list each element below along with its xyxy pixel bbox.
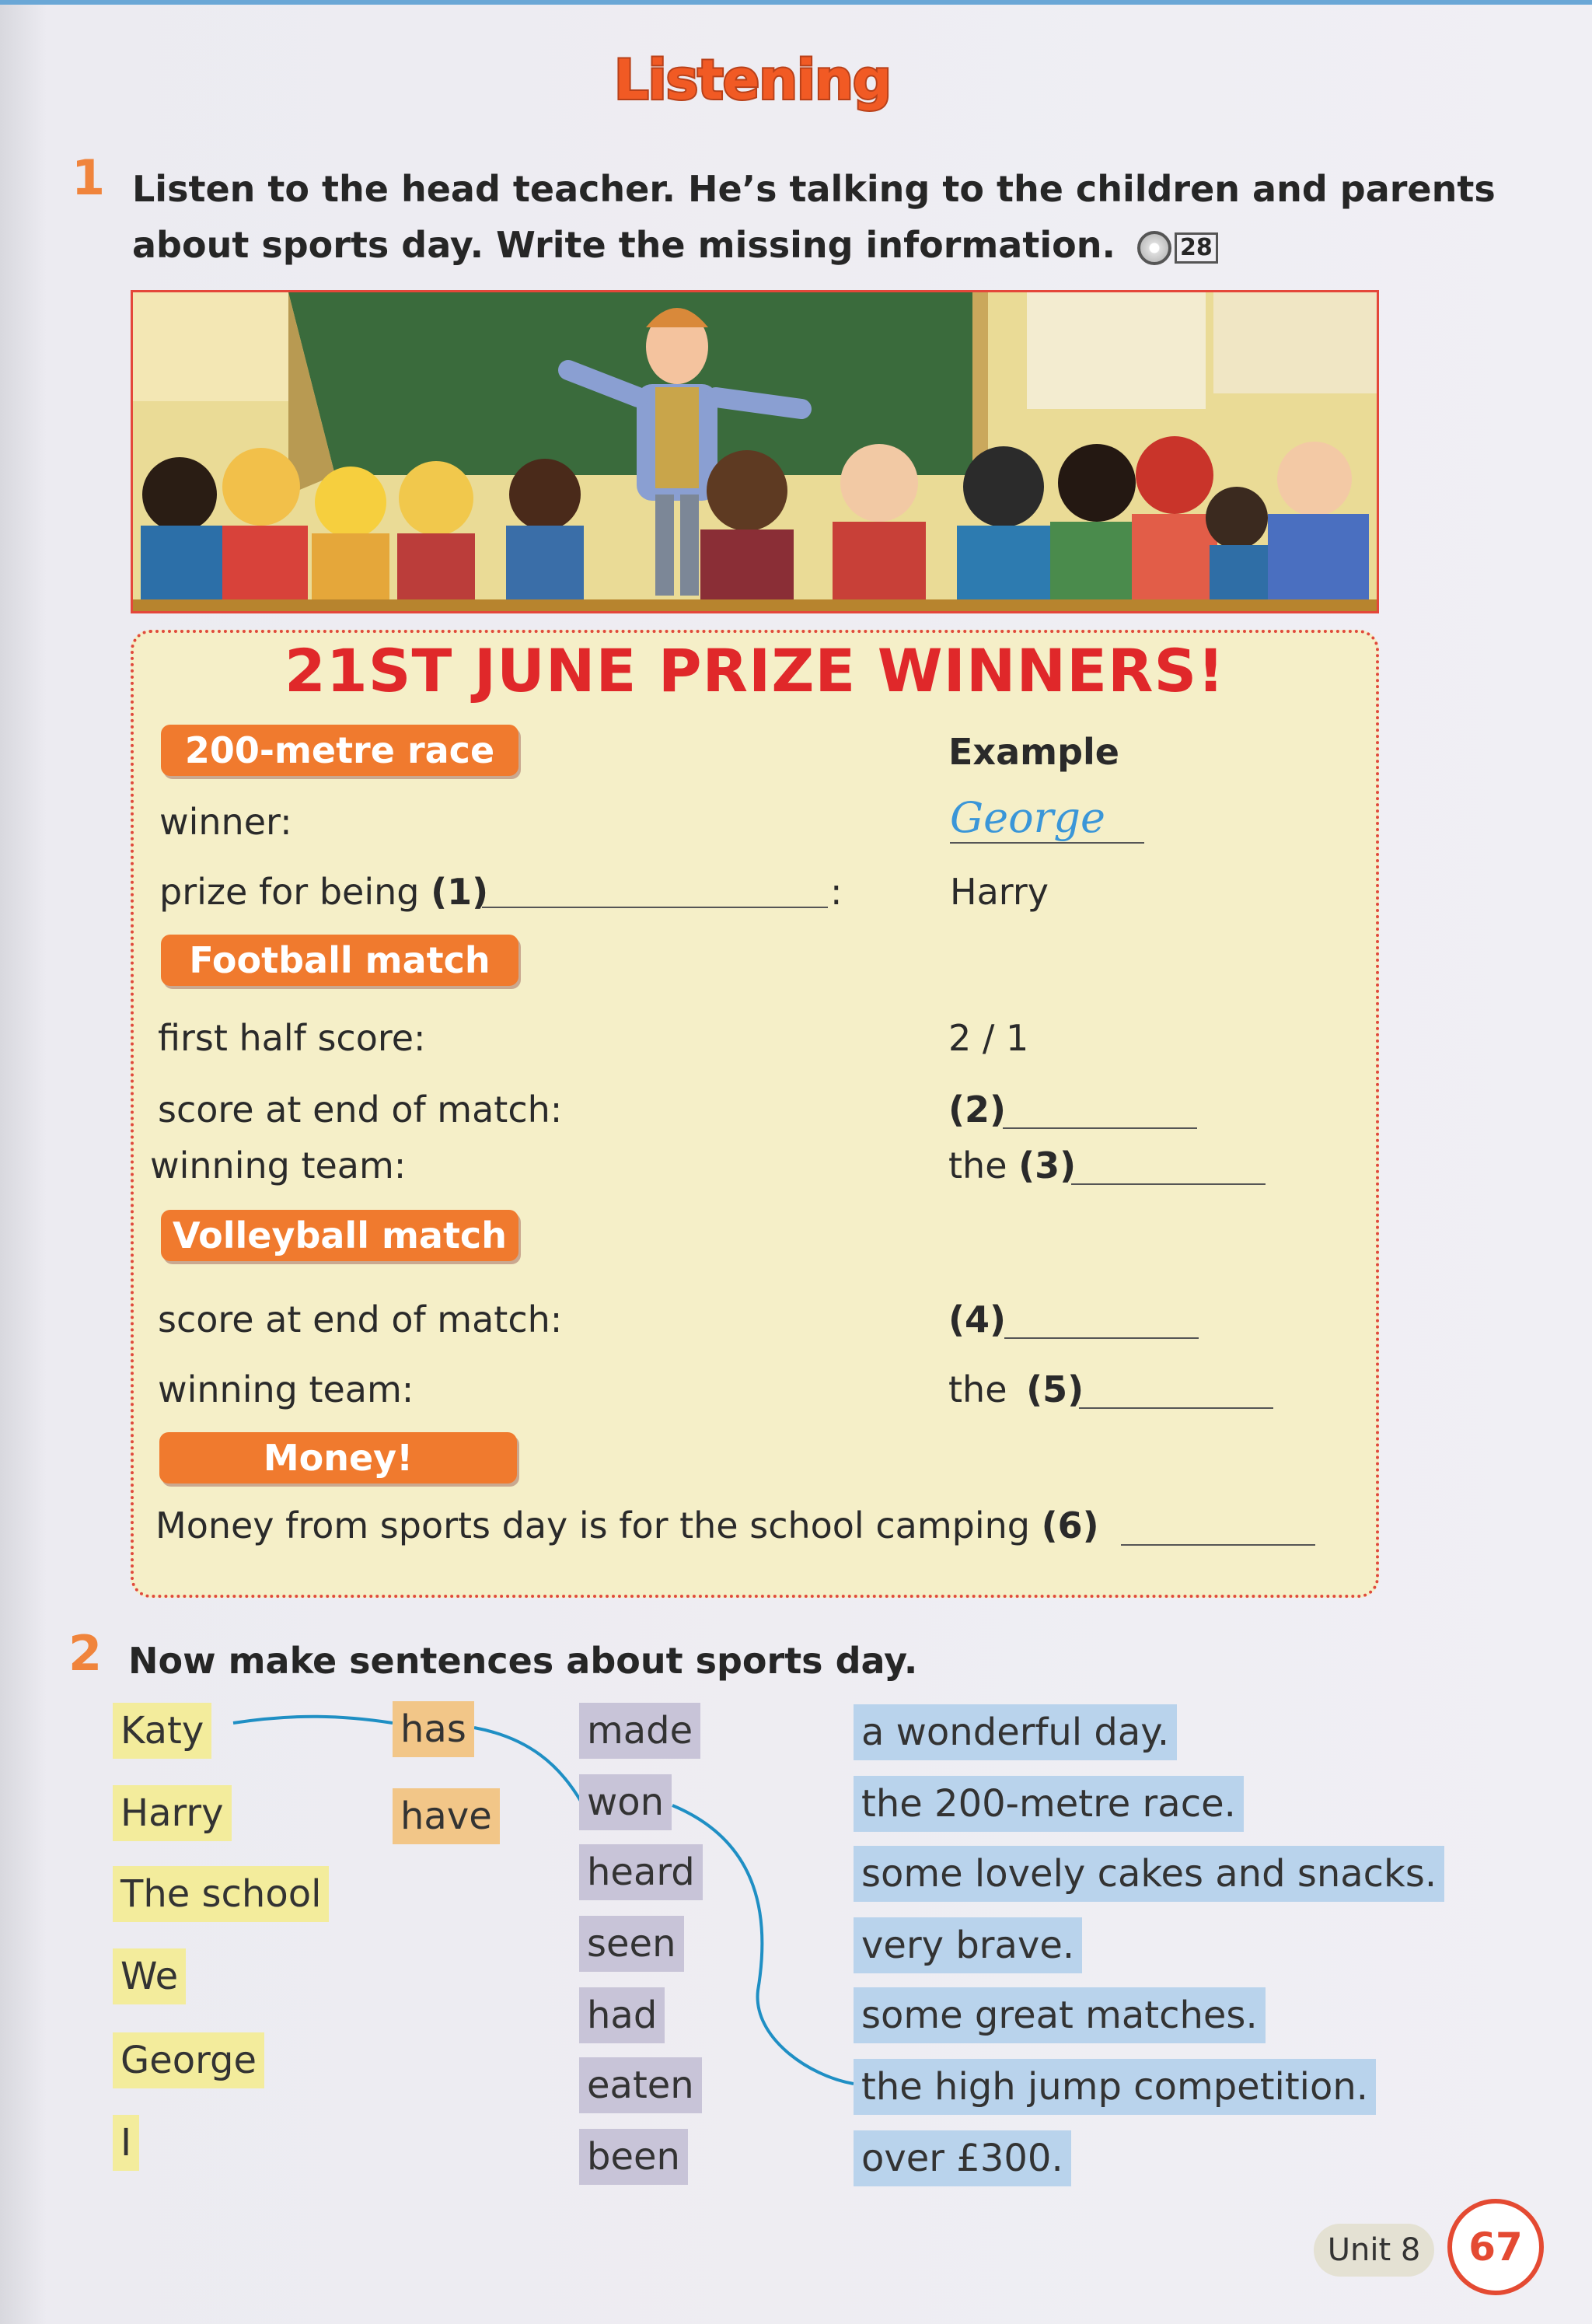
volleyball-team-prefix: the xyxy=(948,1368,1007,1410)
subject-i[interactable]: I xyxy=(113,2115,139,2171)
exercise-1-instruction-line-1: Listen to the head teacher. He’s talking to the children and parents xyxy=(132,168,1496,210)
ending-very-brave[interactable]: very brave. xyxy=(854,1917,1082,1973)
verb-seen[interactable]: seen xyxy=(579,1916,684,1972)
volleyball-team-label: winning team: xyxy=(158,1368,414,1410)
gap-4-number: (4) xyxy=(948,1298,1007,1340)
ending-high-jump[interactable]: the high jump competition. xyxy=(854,2059,1376,2115)
verb-eaten[interactable]: eaten xyxy=(579,2057,702,2113)
subject-we[interactable]: We xyxy=(113,1948,186,2004)
gap-1-number: (1) xyxy=(431,871,489,913)
verb-heard[interactable]: heard xyxy=(579,1844,703,1900)
prize-winners-title: 21ST JUNE PRIZE WINNERS! xyxy=(285,636,1225,705)
ending-200-metre-race[interactable]: the 200-metre race. xyxy=(854,1776,1244,1832)
verb-won[interactable]: won xyxy=(579,1774,672,1830)
gap-2-number: (2) xyxy=(948,1089,1007,1131)
exercise-1-instruction-text: about sports day. Write the missing information. xyxy=(132,224,1115,266)
race-winner-label: winner: xyxy=(159,801,292,843)
page-number: 67 xyxy=(1447,2199,1544,2295)
football-end-label: score at end of match: xyxy=(158,1089,563,1131)
gap-3-number: (3) xyxy=(1018,1145,1077,1186)
football-team-prefix: the xyxy=(948,1145,1007,1186)
exercise-2-instruction: Now make sentences about sports day. xyxy=(128,1640,918,1682)
football-team-label: winning team: xyxy=(150,1145,407,1186)
ending-wonderful-day[interactable]: a wonderful day. xyxy=(854,1704,1177,1760)
tag-money: Money! xyxy=(159,1432,517,1484)
verb-made[interactable]: made xyxy=(579,1703,700,1759)
track-number: 28 xyxy=(1175,232,1218,264)
ending-over-300[interactable]: over £300. xyxy=(854,2130,1071,2186)
example-label: Example xyxy=(948,731,1119,773)
aux-have[interactable]: have xyxy=(393,1788,500,1844)
exercise-2-number: 2 xyxy=(68,1625,103,1682)
gap-6-number: (6) xyxy=(1041,1504,1099,1546)
subject-the-school[interactable]: The school xyxy=(113,1866,329,1922)
subject-george[interactable]: George xyxy=(113,2032,264,2088)
exercise-1-number: 1 xyxy=(72,149,106,206)
race-prize-label: prize for being xyxy=(159,871,420,913)
section-title: Listening xyxy=(614,48,891,112)
aux-has[interactable]: has xyxy=(393,1701,474,1757)
match-line-katy-has xyxy=(233,1717,393,1723)
verb-been[interactable]: been xyxy=(579,2129,688,2185)
unit-label: Unit 8 xyxy=(1314,2224,1434,2277)
tag-200-metre-race: 200-metre race xyxy=(161,725,518,776)
volleyball-end-label: score at end of match: xyxy=(158,1298,563,1340)
race-prize-value: Harry xyxy=(950,871,1049,913)
race-prize-colon: : xyxy=(830,871,843,913)
subject-katy[interactable]: Katy xyxy=(113,1703,211,1759)
tag-football-match: Football match xyxy=(161,935,518,986)
football-half-value: 2 / 1 xyxy=(948,1017,1029,1059)
ending-great-matches[interactable]: some great matches. xyxy=(854,1987,1266,2043)
subject-harry[interactable]: Harry xyxy=(113,1785,232,1841)
gap-5-number: (5) xyxy=(1026,1368,1084,1410)
ending-cakes-snacks[interactable]: some lovely cakes and snacks. xyxy=(854,1846,1444,1902)
race-winner-answer: George xyxy=(950,793,1144,844)
football-half-label: first half score: xyxy=(158,1017,426,1059)
tag-volleyball-match: Volleyball match xyxy=(161,1210,518,1261)
money-text: Money from sports day is for the school camping xyxy=(155,1504,1030,1546)
verb-had[interactable]: had xyxy=(579,1987,665,2043)
